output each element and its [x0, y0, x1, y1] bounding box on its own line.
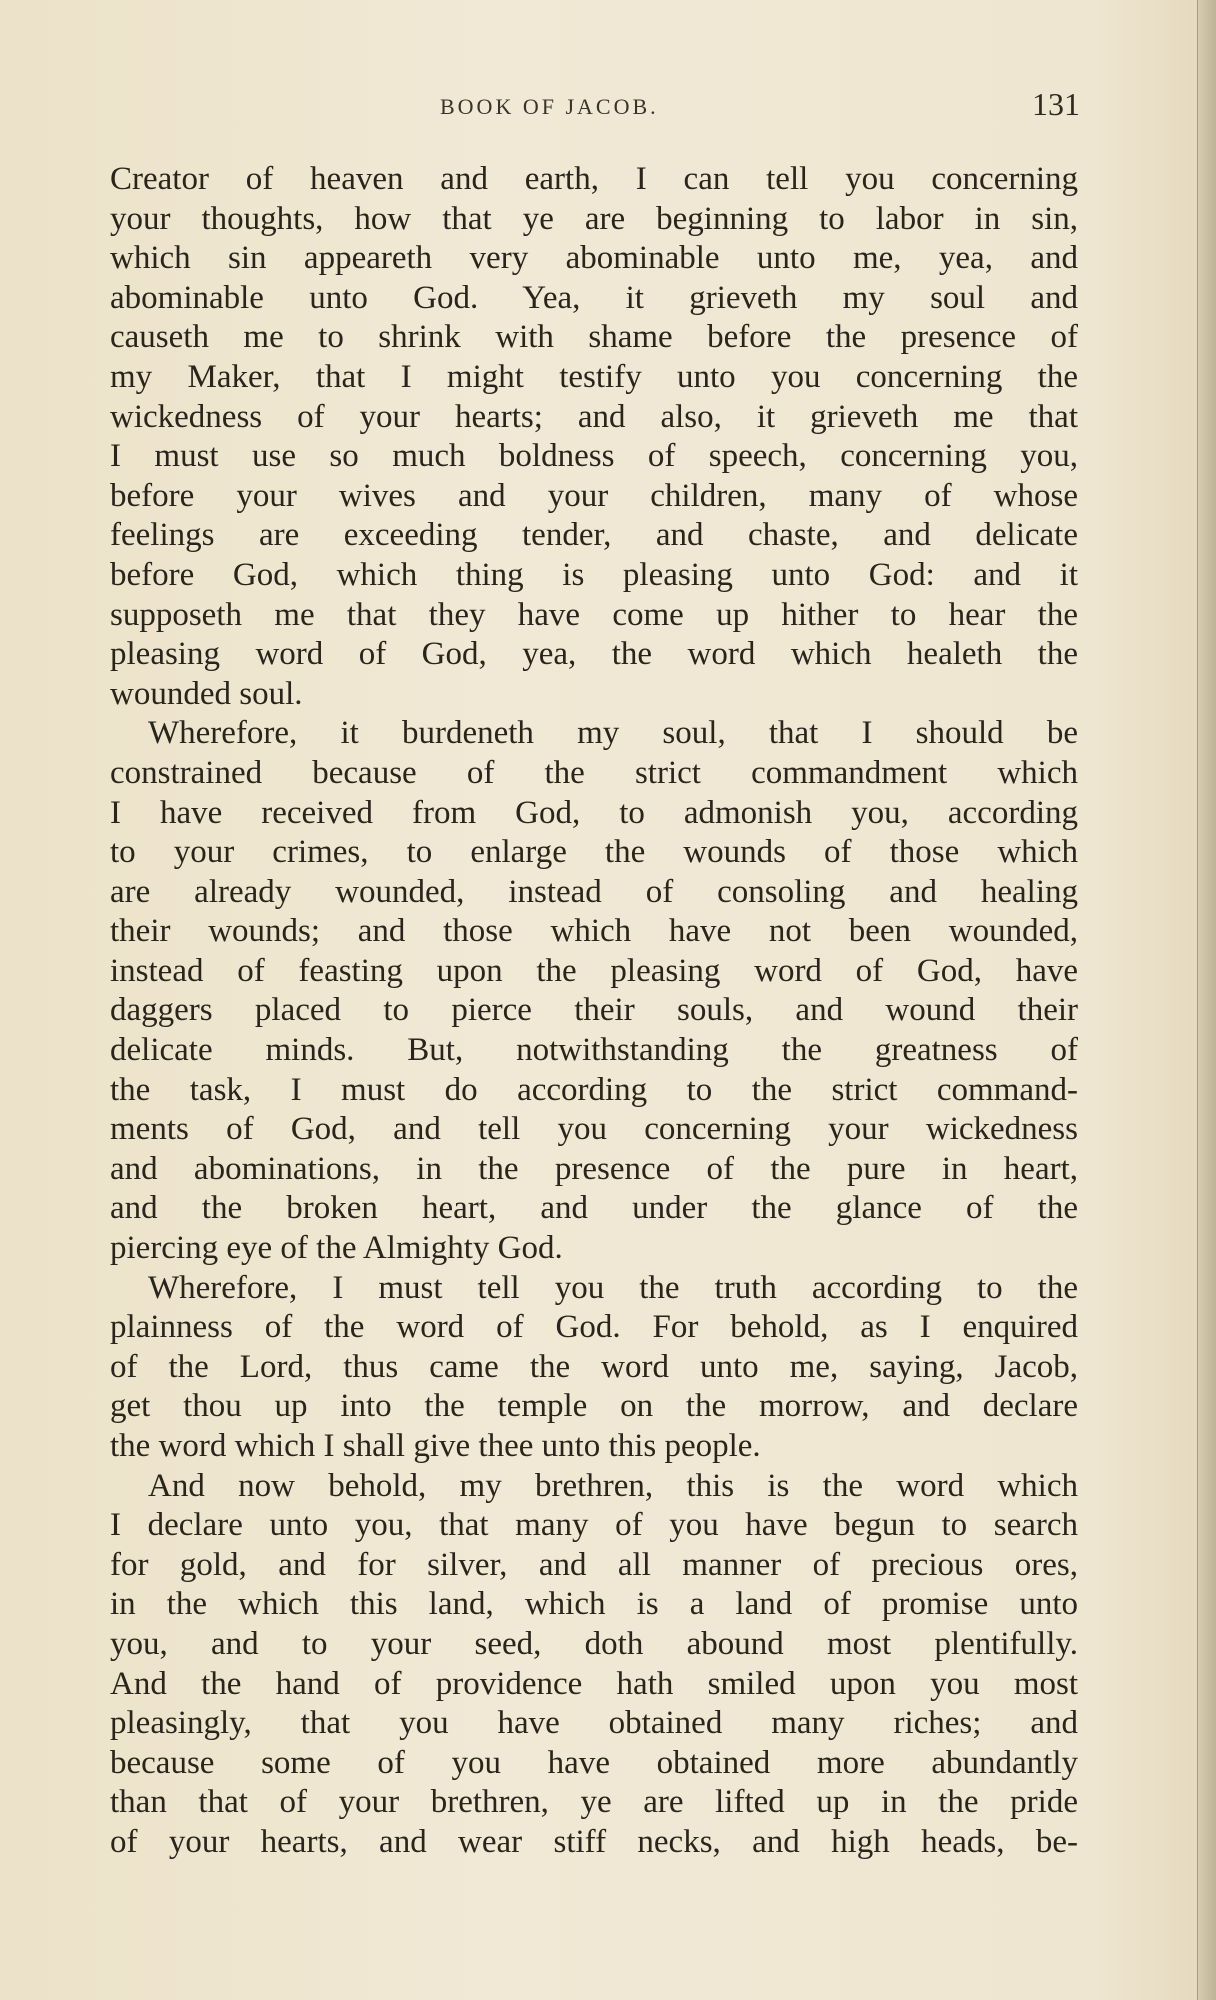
- text-line: to your crimes, to enlarge the wounds of those which: [110, 834, 1078, 871]
- text-line: plainness of the word of God. For behold, as I enquired: [110, 1309, 1078, 1346]
- text-line: delicate minds. But, notwithstanding the greatness of: [110, 1032, 1078, 1069]
- text-line: And the hand of providence hath smiled upon you most: [110, 1665, 1078, 1702]
- text-line: than that of your brethren, ye are lifted up in the pride: [110, 1784, 1078, 1821]
- text-line: piercing eye of the Almighty God.: [110, 1230, 563, 1267]
- text-line: which sin appeareth very abominable unto me, yea, and: [110, 240, 1078, 277]
- text-line: because some of you have obtained more abundantly: [110, 1744, 1078, 1781]
- text-line: are already wounded, instead of consoling and healing: [110, 873, 1078, 910]
- text-line: before your wives and your children, many of whose: [110, 477, 1078, 514]
- text-line: I declare unto you, that many of you have begun to search: [110, 1507, 1078, 1544]
- page-header: [100, 86, 1080, 126]
- text-line: And now behold, my brethren, this is the word which: [148, 1467, 1078, 1504]
- text-line: Creator of heaven and earth, I can tell you concerning: [110, 161, 1078, 197]
- body-text: [110, 160, 1078, 1863]
- text-line: feelings are exceeding tender, and chaste, and delicate: [110, 517, 1078, 554]
- text-line: and the broken heart, and under the glance of the: [110, 1190, 1078, 1227]
- text-line: constrained because of the strict commandment which: [110, 754, 1078, 791]
- page-number: 131: [1032, 86, 1080, 122]
- text-line: my Maker, that I might testify unto you concerning the: [110, 358, 1078, 395]
- text-line: get thou up into the temple on the morrow, and declare: [110, 1388, 1078, 1425]
- text-line: causeth me to shrink with shame before the presence of: [110, 319, 1078, 356]
- text-line: for gold, and for silver, and all manner of precious ores,: [110, 1546, 1078, 1583]
- text-line: in the which this land, which is a land of promise unto: [110, 1586, 1078, 1623]
- text-line: wounded soul.: [110, 675, 303, 712]
- text-line: their wounds; and those which have not been wounded,: [110, 913, 1078, 950]
- text-line: instead of feasting upon the pleasing word of God, have: [110, 952, 1078, 989]
- text-line: I must use so much boldness of speech, concerning you,: [110, 438, 1078, 475]
- text-line: supposeth me that they have come up hither to hear the: [110, 596, 1078, 633]
- text-line: Wherefore, it burdeneth my soul, that I should be: [148, 715, 1078, 752]
- text-line: your thoughts, how that ye are beginning to labor in sin,: [110, 200, 1078, 237]
- running-head: BOOK OF JACOB.: [440, 94, 659, 119]
- text-line: wickedness of your hearts; and also, it grieveth me that: [110, 398, 1078, 435]
- text-line: pleasingly, that you have obtained many riches; and: [110, 1705, 1078, 1742]
- text-line: of your hearts, and wear stiff necks, and high heads, be-: [110, 1823, 1078, 1860]
- text-line: ments of God, and tell you concerning your wickedness: [110, 1111, 1078, 1148]
- text-line: of the Lord, thus came the word unto me, saying, Jacob,: [110, 1348, 1078, 1385]
- text-line: the word which I shall give thee unto this people.: [110, 1428, 761, 1464]
- text-line: abominable unto God. Yea, it grieveth my soul and: [110, 279, 1078, 316]
- page-edge: [1197, 0, 1216, 2000]
- text-line: daggers placed to pierce their souls, and wound their: [110, 992, 1078, 1029]
- text-line: I have received from God, to admonish you, according: [110, 794, 1078, 831]
- text-line: and abominations, in the presence of the pure in heart,: [110, 1150, 1078, 1187]
- text-line: pleasing word of God, yea, the word which healeth the: [110, 636, 1078, 673]
- text-line: you, and to your seed, doth abound most plentifully.: [110, 1625, 1078, 1662]
- text-line: before God, which thing is pleasing unto God: and it: [110, 556, 1078, 593]
- text-line: the task, I must do according to the strict command-: [110, 1071, 1078, 1108]
- text-line: Wherefore, I must tell you the truth according to the: [148, 1269, 1078, 1306]
